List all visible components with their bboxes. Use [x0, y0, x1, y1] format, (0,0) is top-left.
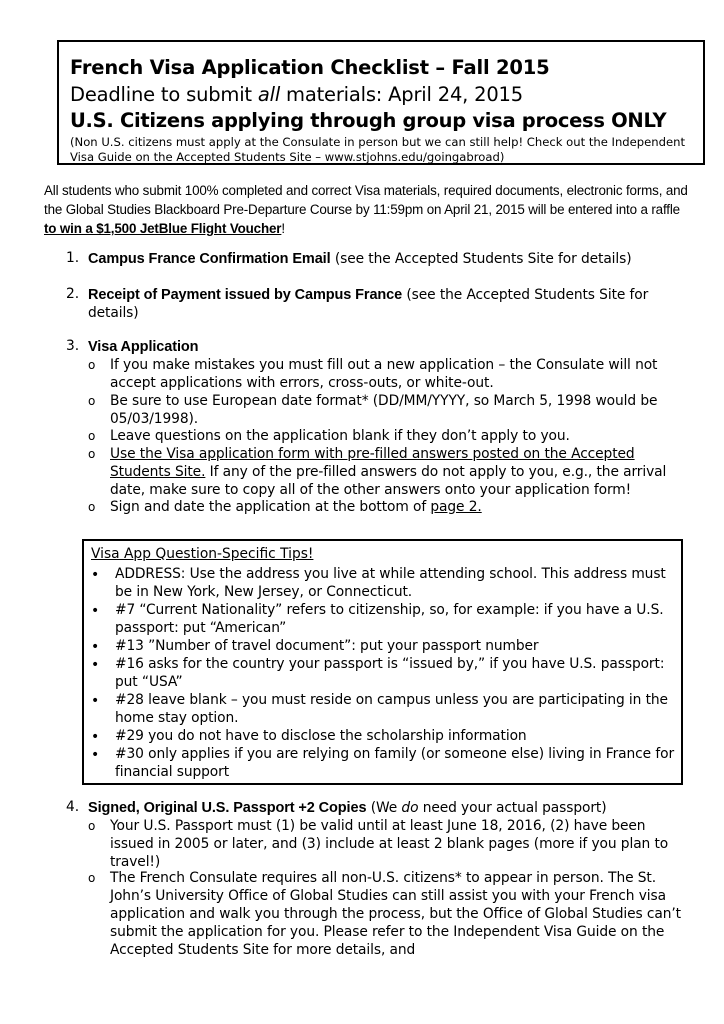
passport-bullet-consulate: The French Consulate requires all non-U.S. citizens* to appear in person. The St. John’s University Office of Global Studies can still assist you with your French visa application and walk you through the process, but the Office of Global Studies can’t submit the application for you. Please refer to the Independent Visa Guide on the Accepted Students Site for more details, and [110, 870, 681, 958]
page-title: French Visa Application Checklist – Fall 2015 [70, 56, 550, 79]
bullet-icon: • [91, 657, 100, 673]
page-subtitle: U.S. Citizens applying through group visa process ONLY [70, 109, 667, 132]
bullet-icon: • [91, 603, 100, 619]
item-number: 2. [66, 286, 80, 302]
visa-bullet-leave-blank: Leave questions on the application blank if they don’t apply to you. [110, 428, 570, 444]
bullet-icon: o [88, 447, 96, 461]
bullet-icon: • [91, 639, 100, 655]
tip-item: #7 “Current Nationality” refers to citizenship, so, for example: if you have a U.S. passport: put “American” [115, 602, 664, 636]
tips-title: Visa App Question-Specific Tips! [91, 546, 314, 562]
tip-item: #16 asks for the country your passport is “issued by,” if you have U.S. passport: put “USA” [115, 656, 665, 690]
passport-bullet-validity: Your U.S. Passport must (1) be valid until at least June 18, 2016, (2) have been issued in 2005 or later, and (3) include at least 2 blank pages (more if you plan to travel!) [110, 818, 669, 870]
bullet-icon: • [91, 747, 100, 763]
visa-bullet-mistakes: If you make mistakes you must fill out a new application – the Consulate will not accept applications with errors, cross-outs, or white-out. [110, 357, 658, 391]
tip-item: ADDRESS: Use the address you live at while attending school. This address must be in New York, New Jersey, or Connecticut. [115, 566, 666, 600]
raffle-prize: to win a $1,500 JetBlue Flight Voucher [44, 221, 282, 236]
bullet-icon: • [91, 729, 100, 745]
deadline-line: Deadline to submit all materials: April 24, 2015 [70, 83, 523, 106]
checklist-item-campus-france-email: Campus France Confirmation Email (see the Accepted Students Site for details) [88, 251, 632, 267]
bullet-icon: o [88, 871, 96, 885]
item-number: 1. [66, 250, 80, 266]
page-2-link[interactable]: page 2. [430, 499, 482, 515]
visa-bullet-prefilled-form: Use the Visa application form with pre-filled answers posted on the Accepted Students Site. If any of the pre-filled answers do not apply to you, e.g., the arrival date, make sure to copy all of the other answers onto your application form! [110, 446, 667, 498]
bullet-icon: o [88, 819, 96, 833]
prefilled-form-link[interactable]: Use the Visa application form with pre-filled answers posted on the Accepted Students Site. [110, 446, 635, 480]
item-number: 4. [66, 799, 80, 815]
checklist-item-visa-application: Visa Application [88, 339, 199, 355]
bullet-icon: • [91, 693, 100, 709]
intro-paragraph: All students who submit 100% completed and correct Visa materials, required documents, electronic forms, and the Global Studies Blackboard Pre-Departure Course by 11:59pm on April 21, 2015 will be entered into a raffle to win a $1,500 JetBlue Flight Voucher! [44, 183, 688, 236]
visa-bullet-date-format: Be sure to use European date format* (DD/MM/YYYY, so March 5, 1998 would be 05/03/1998). [110, 393, 658, 427]
header-note: (Non U.S. citizens must apply at the Consulate in person but we can still help! Check out the Independent Visa Guide on the Accepted Students Site – www.stjohns.edu/goingabroad) [70, 135, 686, 164]
tip-item: #28 leave blank – you must reside on campus unless you are participating in the home stay option. [115, 692, 668, 726]
item-number: 3. [66, 338, 80, 354]
tip-item: #29 you do not have to disclose the scholarship information [115, 728, 527, 744]
tip-item: #30 only applies if you are relying on family (or someone else) living in France for financial support [115, 746, 675, 780]
bullet-icon: • [91, 567, 100, 583]
tip-item: #13 ”Number of travel document”: put your passport number [115, 638, 539, 654]
bullet-icon: o [88, 394, 96, 408]
bullet-icon: o [88, 500, 96, 514]
bullet-icon: o [88, 429, 96, 443]
checklist-item-passport: Signed, Original U.S. Passport +2 Copies (We do need your actual passport) [88, 800, 607, 816]
bullet-icon: o [88, 358, 96, 372]
checklist-item-receipt-of-payment: Receipt of Payment issued by Campus France (see the Accepted Students Site for details) [88, 287, 649, 321]
visa-bullet-sign-date: Sign and date the application at the bottom of page 2. [110, 499, 482, 515]
